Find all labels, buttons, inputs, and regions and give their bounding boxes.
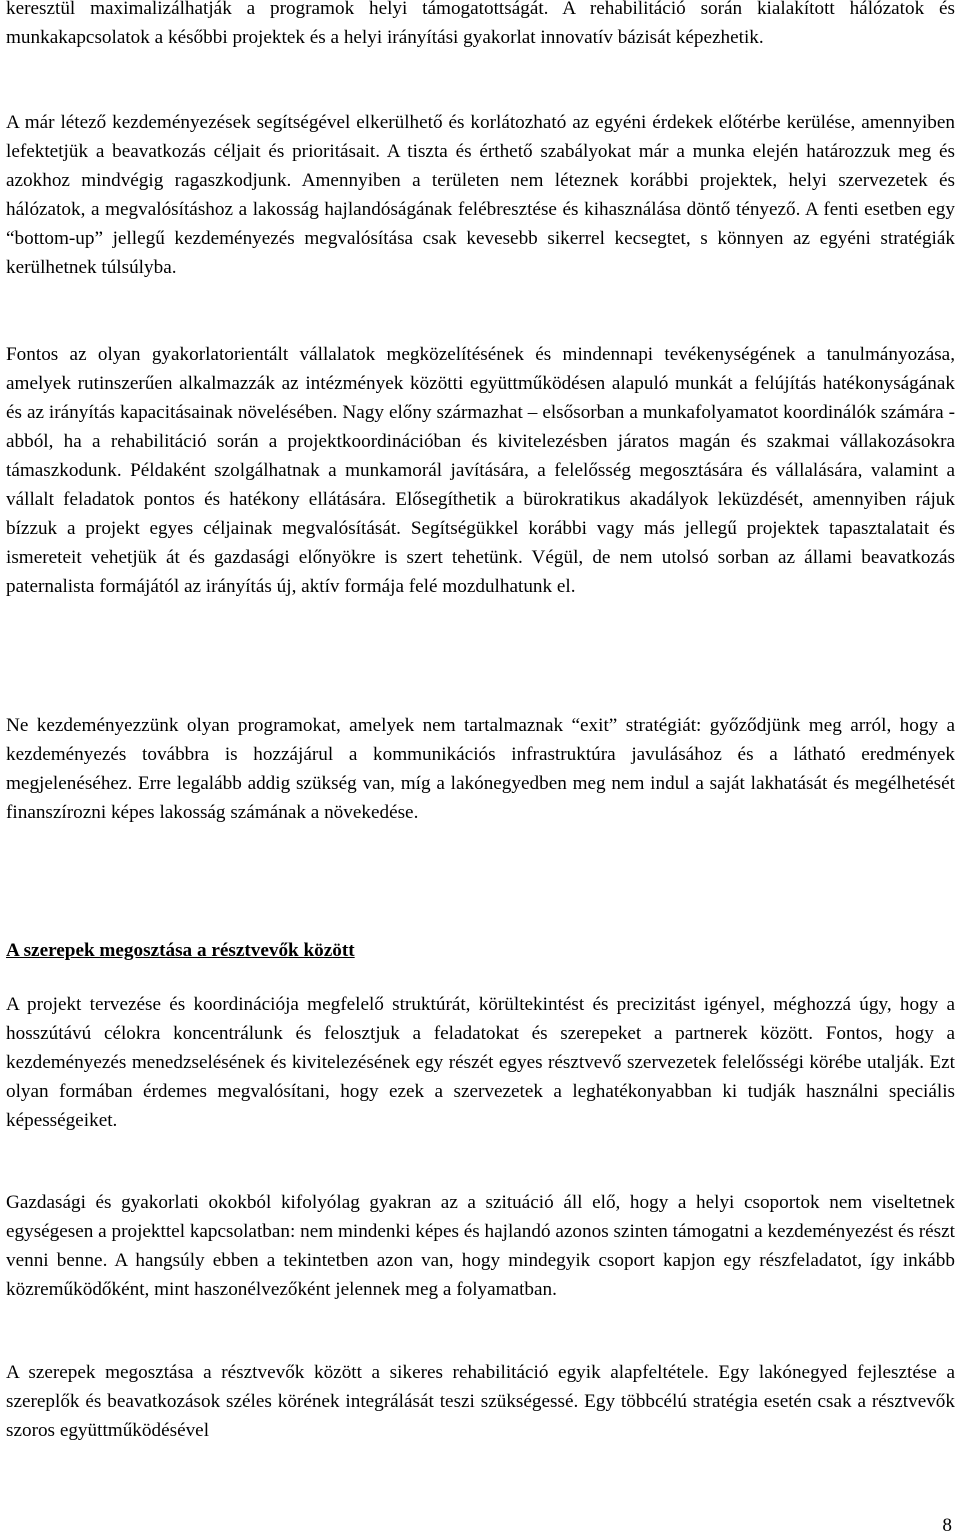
paragraph-role-sharing: A szerepek megosztása a résztvevők között a sikeres rehabilitáció egyik alapfeltétele. Egy lakónegyed fejlesztése a szereplők és beavatkozások széles körének integrálását teszi szükségessé. Egy többcélú stratégia esetén csak a résztvevők szoros együttműködésével	[6, 1362, 955, 1441]
paragraph-exit-strategy: Ne kezdeményezzünk olyan programokat, amelyek nem tartalmaznak “exit” stratégiát: győződjünk meg arról, hogy a kezdeményezés továbbra is hozzájárul a kommunikációs infrastruktúra javulásához és a látható eredmények megjelenéséhez. Erre legalább addig szükség van, míg a lakónegyedben meg nem indul a saját lakhatását és megélhetését finanszírozni képes lakosság számának a növekedése.	[6, 715, 955, 823]
paragraph-local-groups: Gazdasági és gyakorlati okokból kifolyólag gyakran az a szituáció áll elő, hogy a helyi csoportok nem viseltetnek egységesen a projekttel kapcsolatban: nem mindenki képes és hajlandó azonos szinten támogatni a kezdeményezést és részt venni benne. A hangsúly ebben a tekintetben azon van, hogy mindegyik csoport kapjon egy részfeladatot, így inkább közreműködőként, mint haszonélvezőként jelennek meg a folyamatban.	[6, 1192, 955, 1300]
section-heading: A szerepek megosztása a résztvevők között	[6, 940, 355, 961]
page-number: 8	[942, 1515, 952, 1536]
paragraph-practice-oriented-companies: Fontos az olyan gyakorlatorientált vállalatok megközelítésének és mindennapi tevékenységének a tanulmányozása, amelyek rutinszerűen alkalmazzák az intézmények közötti együttműködésen alapuló munkát a felújítás hatékonyságának és az irányítás kapacitásainak növelésében. Nagy előny származhat – elsősorban a munkafolyamatot koordinálók számára - abból, ha a rehabilitáció során a projektkoordinációban és kivitelezésben járatos magán és szakmai vállakozásokra támaszkodunk. Példaként szolgálhatnak a munkamorál javítására, a felelősség megosztására és vállalására, valamint a vállalt feladatok pontos és hatékony ellátására. Elősegíthetik a bürokratikus akadályok leküzdését, amennyiben rájuk bízzuk a projekt egyes céljainak megvalósítását. Segítségükkel korábbi vagy más jellegű projektek tapasztalatait és ismereteit vehetjük át és gazdasági előnyökre is szert tehetünk. Végül, de nem utolsó sorban az állami beavatkozás paternalista formájától az irányítás új, aktív formája felé mozdulhatunk el.	[6, 344, 955, 597]
paragraph-project-planning: A projekt tervezése és koordinációja megfelelő struktúrát, körültekintést és precizitást igényel, méghozzá úgy, hogy a hosszútávú célokra koncentrálunk és felosztjuk a feladatokat és szerepeket a partnerek között. Fontos, hogy a kezdeményezés menedzselésének és kivitelezésének egy részét egyes résztvevő szervezetek felelősségi körébe utalják. Ezt olyan formában érdemes megvalósítani, hogy ezek a szervezetek a leghatékonyabban ki tudják használni speciális képességeiket.	[6, 994, 955, 1131]
paragraph-existing-initiatives: A már létező kezdeményezések segítségével elkerülhető és korlátozható az egyéni érdekek előtérbe kerülése, amennyiben lefektetjük a beavatkozás céljait és prioritásait. A tiszta és érthető szabályokat már a munka elején határozzuk meg és azokhoz mindvégig ragaszkodjunk. Amennyiben a területen nem léteznek korábbi projektek, helyi szervezetek és hálózatok, a megvalósításhoz a lakosság hajlandóságának felébresztése és kihasználása döntő tényező. A fenti esetben egy “bottom-up” jellegű kezdeményezés megvalósítása csak kevesebb sikerrel kecsegtet, s könnyen az egyéni stratégiák kerülhetnek túlsúlyba.	[6, 112, 955, 278]
paragraph-continuation: keresztül maximalizálhatják a programok helyi támogatottságát. A rehabilitáció során kialakított hálózatok és munkakapcsolatok a későbbi projektek és a helyi irányítási gyakorlat innovatív bázisát képezhetik.	[6, 0, 955, 48]
